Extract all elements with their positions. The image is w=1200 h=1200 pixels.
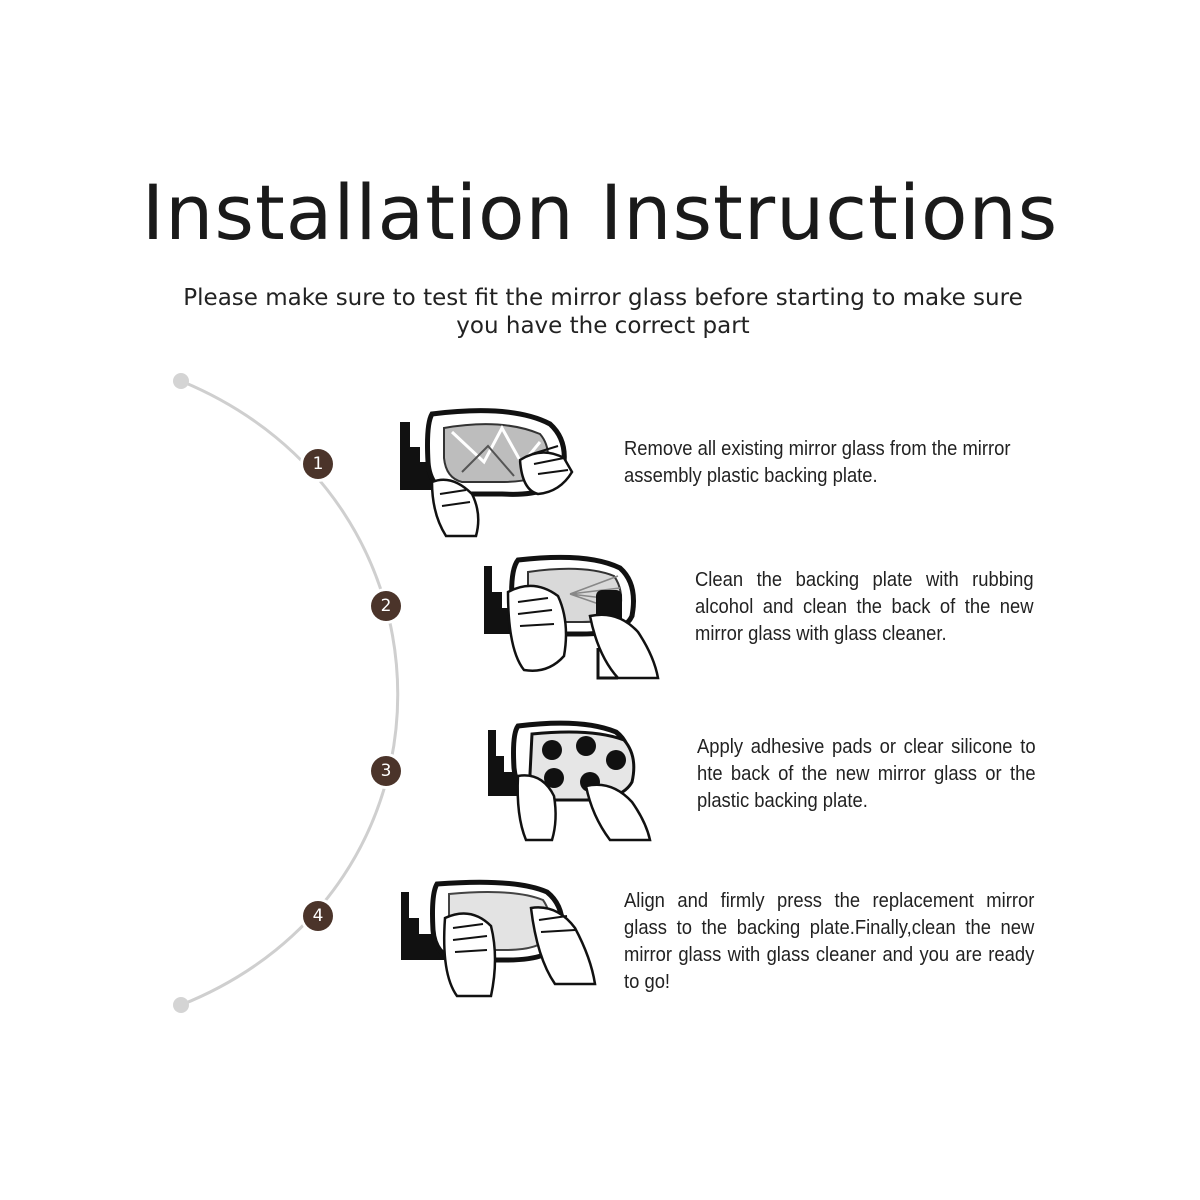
timeline-start-dot <box>173 373 189 389</box>
step-2-badge: 2 <box>371 591 401 621</box>
step-1-text: Remove all existing mirror glass from the mirror assembly plastic backing plate. <box>624 438 1011 487</box>
page-title: Installation Instructions <box>141 168 1059 257</box>
step-2-text: Clean the backing plate with rubbing alcohol and clean the back of the new mirror glass with glass cleaner. <box>695 569 1034 645</box>
page-subtitle: Please make sure to test fit the mirror glass before starting to make sure you have the correct part <box>183 285 1023 339</box>
step-3-illustration <box>482 716 662 844</box>
step-1-badge: 1 <box>303 449 333 479</box>
timeline-end-dot <box>173 997 189 1013</box>
step-4-badge: 4 <box>303 901 333 931</box>
step-4-text: Align and firmly press the replacement mirror glass to the backing plate.Finally,clean the new mirror glass with glass cleaner and you are ready to go! <box>624 890 1035 993</box>
step-3-text: Apply adhesive pads or clear silicone to hte back of the new mirror glass or the plastic backing plate. <box>697 736 1036 812</box>
step-3-badge: 3 <box>371 756 401 786</box>
step-4-illustration <box>395 878 600 1006</box>
step-2-illustration <box>478 552 668 682</box>
step-1-illustration <box>392 402 587 540</box>
